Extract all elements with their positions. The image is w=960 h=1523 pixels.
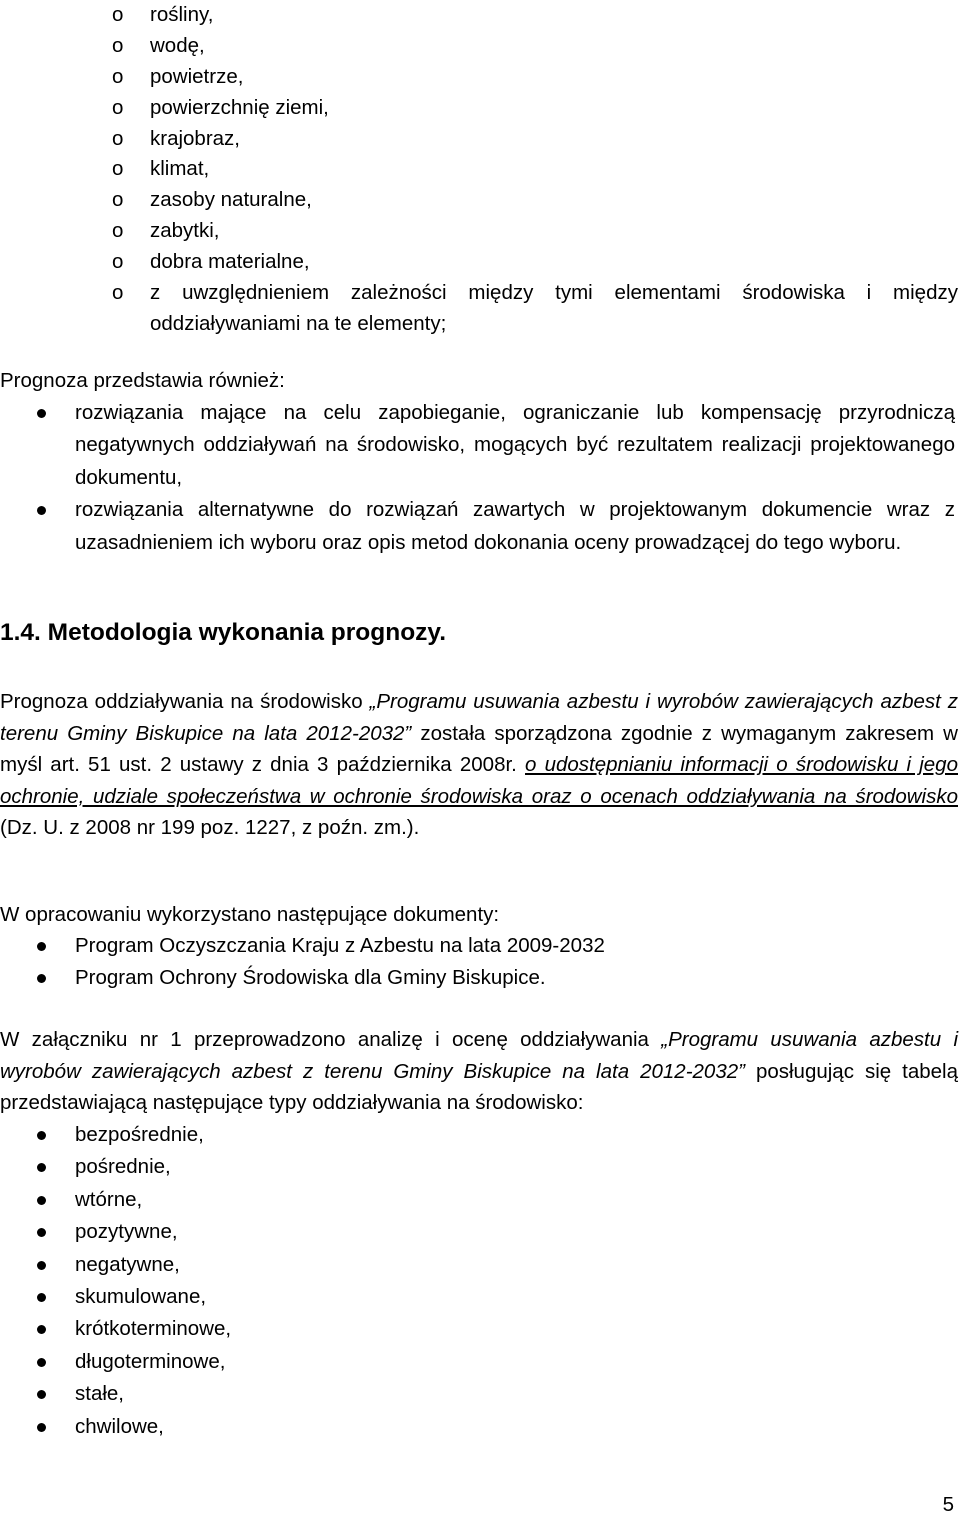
list-item	[0, 278, 960, 340]
list-item	[0, 124, 960, 155]
list-item	[0, 962, 960, 994]
page-number: 5	[942, 1493, 954, 1516]
method-text-3: (Dz. U. z 2008 nr 199 poz. 1227, z poźn. zm.).	[0, 816, 420, 840]
documents-list	[0, 930, 960, 995]
list-item	[0, 216, 960, 247]
circle-bullet-marker: o	[112, 3, 124, 26]
list-item	[0, 1184, 960, 1216]
list-item-text: chwilowe,	[75, 1414, 164, 1438]
list-item-text: powietrze,	[150, 64, 244, 88]
method-text-1: Prognoza oddziaływania na środowisko	[0, 690, 370, 713]
section-heading: 1.4. Metodologia wykonania prognozy.	[0, 619, 447, 646]
method-program-title: „Programu usuwania azbestu i wyrobów zawierających azbest z terenu Gminy Biskupice na lata 2012-2032”	[0, 690, 958, 745]
bullet-icon	[37, 1196, 46, 1205]
list-item	[0, 62, 960, 93]
method-act-title: o udostępnianiu informacji o środowisku i jego ochronie, udziale społeczeństwa w ochronie środowiska oraz o ocenach oddziaływania na środowisko	[0, 753, 958, 808]
environment-elements-list	[0, 0, 960, 340]
list-item-text: klimat,	[150, 157, 210, 181]
circle-bullet-marker: o	[112, 157, 124, 181]
circle-bullet-marker: o	[112, 64, 124, 88]
list-item	[0, 185, 960, 216]
list-item-text: wtórne,	[75, 1187, 143, 1211]
list-item-text: stałe,	[75, 1382, 124, 1406]
bullet-icon	[37, 1358, 46, 1367]
bullet-icon	[37, 1423, 46, 1432]
bullet-icon	[37, 974, 46, 983]
list-item-text: zasoby naturalne,	[150, 188, 312, 212]
circle-bullet-marker: o	[112, 95, 124, 119]
list-item	[0, 1119, 960, 1151]
impact-types-list	[0, 1119, 960, 1443]
annex-paragraph	[0, 1024, 958, 1119]
list-item	[0, 1281, 960, 1313]
list-item	[0, 1378, 960, 1410]
list-item-text: rozwiązania alternatywne do rozwiązań zawartych w projektowanym dokumencie wraz z uzasadnieniem ich wyboru oraz opis metod dokonania oceny prowadzącej do tego wyboru.	[75, 498, 955, 554]
list-item	[0, 930, 960, 962]
bullet-icon	[37, 1390, 46, 1399]
list-item	[0, 1216, 960, 1248]
list-item	[0, 154, 960, 185]
list-item	[0, 397, 960, 494]
list-item	[0, 1249, 960, 1281]
method-text-2: została sporządzona zgodnie z wymaganym zakresem w myśl art. 51 ust. 2 ustawy z dnia 3 października 2008r.	[0, 721, 958, 777]
bullet-icon	[37, 506, 46, 515]
bullet-icon	[37, 942, 46, 951]
list-item	[0, 31, 960, 62]
list-item-text: pozytywne,	[75, 1220, 178, 1244]
bullet-icon	[37, 1163, 46, 1172]
annex-text-2: posługując się tabelą przedstawiającą następujące typy oddziaływania na środowisko:	[0, 1059, 958, 1115]
prognoza-items-list	[0, 397, 960, 559]
bullet-icon	[37, 1131, 46, 1140]
bullet-icon	[37, 1228, 46, 1237]
bullet-icon	[37, 1261, 46, 1270]
list-item-text: bezpośrednie,	[75, 1123, 204, 1146]
circle-bullet-marker: o	[112, 188, 124, 212]
circle-bullet-marker: o	[112, 219, 124, 243]
prognoza-intro: Prognoza przedstawia również:	[0, 369, 285, 392]
list-item-text: powierzchnię ziemi,	[150, 95, 329, 119]
documents-intro: W opracowaniu wykorzystano następujące dokumenty:	[0, 903, 500, 926]
list-item-text: długoterminowe,	[75, 1349, 226, 1373]
list-item	[0, 1151, 960, 1183]
annex-text-1: W załączniku nr 1 przeprowadzono analizę i ocenę oddziaływania	[0, 1028, 662, 1051]
list-item-text: skumulowane,	[75, 1285, 207, 1309]
list-item	[0, 0, 960, 31]
method-paragraph	[0, 686, 958, 844]
list-item-text: Program Oczyszczania Kraju z Azbestu na lata 2009-2032	[75, 934, 605, 957]
circle-bullet-marker: o	[112, 281, 124, 305]
bullet-icon	[37, 409, 46, 418]
list-item-text: rozwiązania mające na celu zapobieganie, ograniczanie lub kompensację przyrodniczą negatywnych oddziaływań na środowisko, mogących być rezultatem realizacji projektowanego dokumentu,	[75, 401, 955, 489]
list-item-text: rośliny,	[150, 3, 214, 26]
bullet-icon	[37, 1325, 46, 1334]
list-item-text: wodę,	[150, 33, 205, 57]
circle-bullet-marker: o	[112, 250, 124, 274]
list-item-text: pośrednie,	[75, 1155, 171, 1179]
list-item-text: negatywne,	[75, 1252, 180, 1276]
list-item-text: zabytki,	[150, 219, 220, 243]
list-item	[0, 247, 960, 278]
list-item-text: krótkoterminowe,	[75, 1317, 232, 1341]
list-item	[0, 93, 960, 124]
list-item-text: krajobraz,	[150, 126, 241, 150]
annex-program-title: „Programu usuwania azbestu i wyrobów zawierających azbest z terenu Gminy Biskupice na lata 2012-2032”	[0, 1028, 958, 1083]
bullet-icon	[37, 1293, 46, 1302]
list-item	[0, 1411, 960, 1443]
list-item-text: Program Ochrony Środowiska dla Gminy Biskupice.	[75, 966, 546, 990]
list-item	[0, 494, 960, 559]
list-item	[0, 1346, 960, 1378]
list-item-text: dobra materialne,	[150, 250, 310, 274]
list-item	[0, 1313, 960, 1345]
circle-bullet-marker: o	[112, 33, 124, 57]
circle-bullet-marker: o	[112, 126, 124, 150]
list-item-text: z uwzględnieniem zależności między tymi elementami środowiska i między oddziaływaniami na te elementy;	[150, 281, 958, 335]
